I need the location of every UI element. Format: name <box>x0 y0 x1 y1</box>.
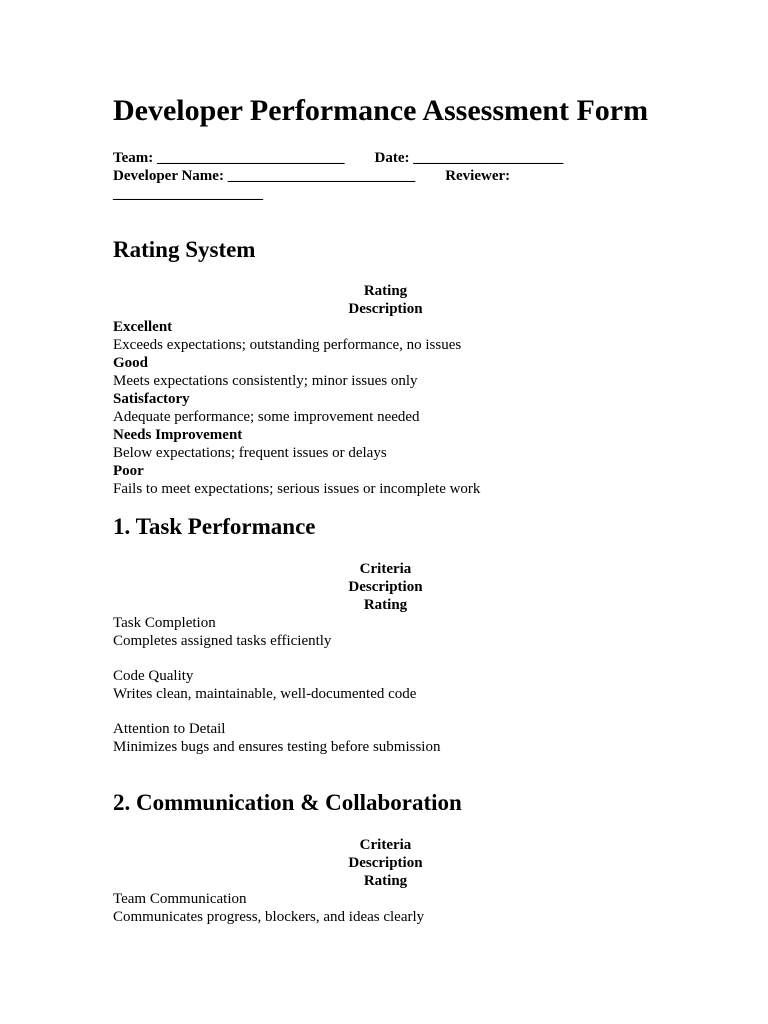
table-row <box>113 462 658 498</box>
table-row <box>113 720 658 773</box>
table-row <box>113 354 658 390</box>
criteria-name: Team Communication <box>113 891 247 907</box>
column-header-rating: Rating <box>363 283 408 299</box>
criteria-description: Completes assigned tasks efficiently <box>113 633 332 649</box>
criteria-name: Code Quality <box>113 668 194 684</box>
rating-name: Excellent <box>113 319 173 335</box>
criteria-rating-cell <box>113 756 658 773</box>
rating-name: Good <box>113 355 149 371</box>
rating-description: Below expectations; frequent issues or delays <box>113 445 387 461</box>
rating-name: Needs Improvement <box>113 427 243 443</box>
table-row <box>113 667 658 720</box>
criteria-rating-cell <box>113 926 658 943</box>
rating-description: Adequate performance; some improvement needed <box>113 409 420 425</box>
rating-description: Exceeds expectations; outstanding performance, no issues <box>113 337 462 353</box>
page-title: Developer Performance Assessment Form <box>113 94 649 127</box>
rating-description: Fails to meet expectations; serious issues or incomplete work <box>113 481 481 497</box>
communication-heading: 2. Communication & Collaboration <box>113 790 462 815</box>
rating-system-heading: Rating System <box>113 237 256 262</box>
team-label: Team: <box>113 150 154 166</box>
criteria-rating-cell <box>113 650 658 667</box>
team-field-blank: _________________________ <box>157 150 345 166</box>
meta-row-team-date <box>113 149 658 167</box>
task-performance-table <box>113 560 658 773</box>
communication-table <box>113 836 658 943</box>
column-header-description: Description <box>348 301 423 317</box>
table-row <box>113 426 658 462</box>
rating-name: Poor <box>113 463 144 479</box>
criteria-description: Minimizes bugs and ensures testing before submission <box>113 739 441 755</box>
column-header-criteria: Criteria <box>359 561 412 577</box>
rating-system-table <box>113 282 658 498</box>
form-meta-fields <box>113 149 658 203</box>
criteria-name: Attention to Detail <box>113 721 226 737</box>
criteria-name: Task Completion <box>113 615 216 631</box>
date-field-blank: ____________________ <box>413 150 564 166</box>
reviewer-label: Reviewer: <box>445 168 511 184</box>
criteria-description: Communicates progress, blockers, and ideas clearly <box>113 909 425 925</box>
reviewer-field-blank: ____________________ <box>113 186 263 202</box>
column-header-rating: Rating <box>363 597 408 613</box>
rating-name: Satisfactory <box>113 391 190 407</box>
developer-name-field-blank: _________________________ <box>227 168 416 184</box>
table-row <box>113 390 658 426</box>
column-header-rating: Rating <box>363 873 408 889</box>
developer-name-label: Developer Name: <box>113 168 224 184</box>
meta-row-reviewer-blank <box>113 185 658 203</box>
table-row <box>113 890 658 943</box>
column-header-description: Description <box>348 855 423 871</box>
date-label: Date: <box>374 150 410 166</box>
column-header-description: Description <box>348 579 423 595</box>
meta-row-developer-reviewer <box>113 167 658 185</box>
rating-description: Meets expectations consistently; minor issues only <box>113 373 418 389</box>
column-header-criteria: Criteria <box>359 837 412 853</box>
criteria-rating-cell <box>113 703 658 720</box>
table-row <box>113 614 658 667</box>
criteria-description: Writes clean, maintainable, well-documented code <box>113 686 417 702</box>
task-performance-heading: 1. Task Performance <box>113 514 316 539</box>
table-row <box>113 318 658 354</box>
